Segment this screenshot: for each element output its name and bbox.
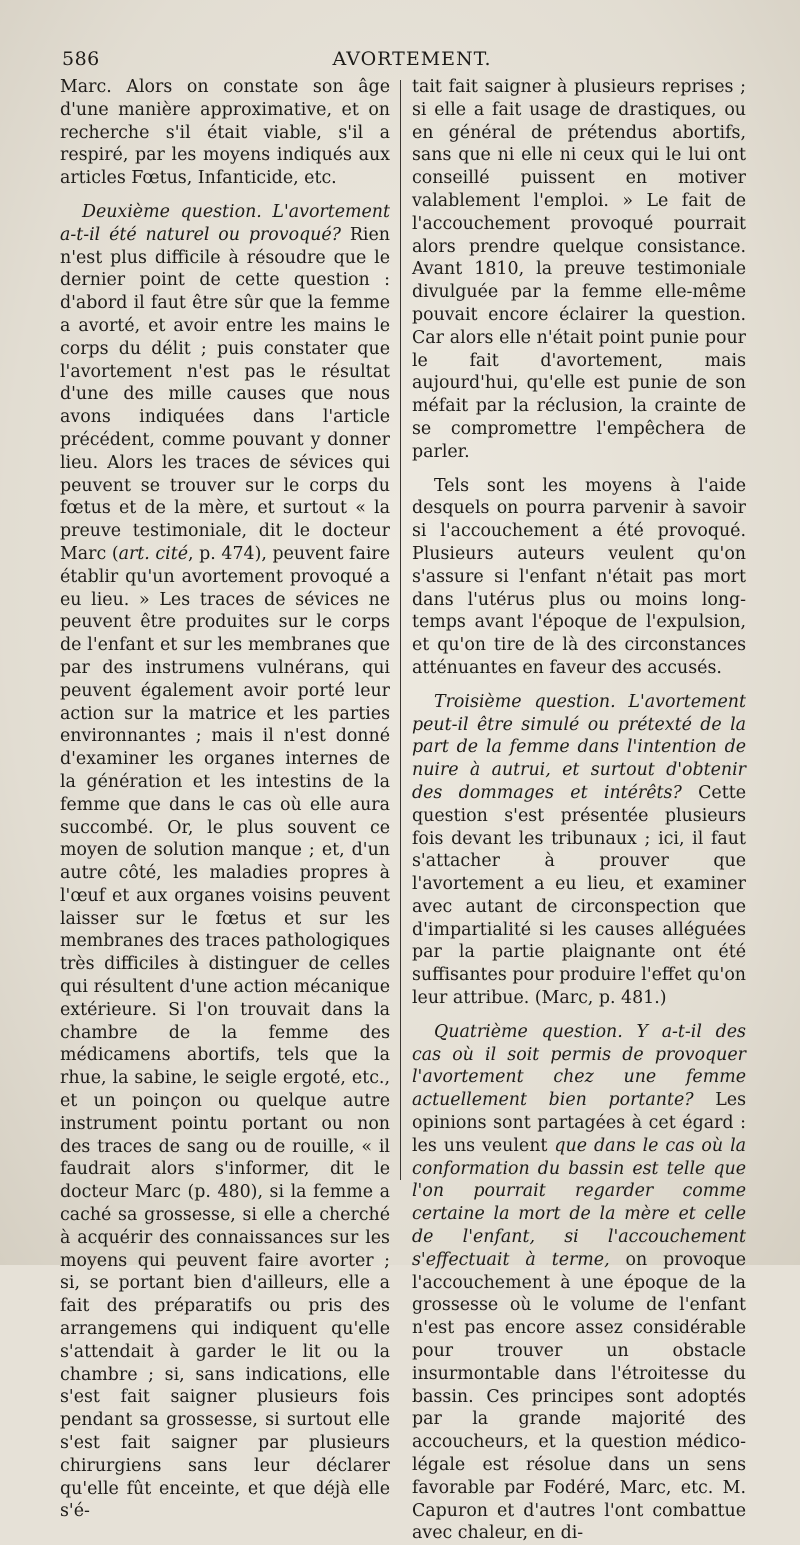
italic-passage: que dans le cas où la conformation du bassin est telle que l'on pourrait regarder comme certaine la mort de la mère et celle de l'enfant, si l'accouchement s'effectuait à terme,	[412, 1135, 746, 1270]
page-header	[62, 48, 762, 74]
paragraph: Marc. Alors on constate son âge d'une manière approximative, et on recherche s'il était viable, s'il a respiré, par les moyens indiqués aux articles Fœtus, Infanticide, etc.	[60, 77, 390, 189]
paragraph: Tels sont les moyens à l'aide desquels on pourra parvenir à savoir si l'accouchement a été provoqué. Plusieurs auteurs veulent qu'on s'assure si l'enfant n'était pas mort dans l'utérus plus ou moins long-temps avant l'époque de l'expulsion, et qu'on tire de là des circonstances atténuantes en faveur des accusés.	[412, 475, 746, 678]
paragraph-text: , p. 474), peuvent faire établir qu'un avortement provoqué a eu lieu. » Les traces de sévices ne peuvent être produites sur le corps de l'enfant et sur les membranes que par des instrumens vulnérans, qui peuvent également avoir porté leur action sur la matrice et les parties environnantes ; mais il n'est donné d'examiner les organes internes de la génération et les intestins de la femme que dans le cas où elle aura succombé. Or, le plus souvent ce moyen de solution manque ; et, d'un autre côté, les maladies propres à l'œuf et aux organes voisins peuvent laisser sur le fœtus et sur les membranes des traces pathologiques très difficiles à distinguer de celles qui résultent d'une action mécanique extérieure. Si l'on trouvait dans la chambre de la femme des médicamens abortifs, tels que la rhue, la sabine, le seigle ergoté, etc., et un poinçon ou quelque autre instrument pointu portant ou non des traces de sang ou de rouille, « il faudrait alors s'informer, dit le docteur Marc (p. 480), si la femme a caché sa grossesse, si elle a cherché à acquérir des connaissances sur les moyens qui peuvent faire avorter ; si, se portant bien d'ailleurs, elle a fait des préparatifs ou pris des arrangemens qui indiquent qu'elle s'attendait à garder le lit ou la chambre ; si, sans indications, elle s'est fait saigner plusieurs fois pendant sa grossesse, si surtout elle s'est fait saigner par plusieurs chirurgiens sans leur déclarer qu'elle fût enceinte, et que déjà elle s'é-	[60, 543, 391, 1522]
paragraph-text: on provoque l'accouchement à une époque de la grossesse où le volume de l'enfant n'est pas encore assez considérable pour trouver un obstacle insurmontable dans l'étroitesse du bassin. Ces principes sont adoptés par la grande majorité des accoucheurs, et la question médico-légale est résolue dans un sens favorable par Fodéré, Marc, etc. M. Capuron et d'autres l'ont combattue avec chaleur, en di-	[412, 1249, 746, 1544]
running-title: AVORTEMENT.	[332, 48, 492, 70]
page-number: 586	[62, 48, 100, 70]
right-column	[412, 76, 746, 1545]
question-heading: Deuxième question. L'avortement a-t-il été naturel ou provoqué?	[60, 201, 390, 245]
column-divider	[400, 80, 401, 1180]
citation: art. cité	[118, 543, 189, 564]
question-heading: Quatrième question. Y a-t-il des cas où il soit permis de provoquer l'avortement chez une femme actuellement bien portante?	[412, 1021, 746, 1111]
paragraph	[60, 201, 390, 1523]
question-heading: Troisième question. L'avortement peut-il être simulé ou prétexté de la part de la femme dans l'intention de nuire à autrui, et surtout d'obtenir des dommages et intérêts?	[412, 691, 746, 803]
paragraph-text: Les opinions sont partagées à cet égard : les uns veulent	[412, 1090, 747, 1156]
paragraph-text: Rien n'est plus difficile à résoudre que le dernier point de cette question : d'abord il faut être sûr que la femme a avorté, et avoir entre les mains le corps du délit ; puis constater que l'avortement n'est pas le résultat d'une des mille causes que nous avons indiquées dans l'article précédent, comme pouvant y donner lieu. Alors les traces de sévices qui peuvent se trouver sur le corps du fœtus et de la mère, et surtout « la preuve testimoniale, dit le docteur Marc (	[60, 224, 390, 564]
paragraph	[412, 691, 746, 1010]
left-column	[60, 76, 390, 1523]
paragraph-text: Cette question s'est présentée plusieurs fois devant les tribunaux ; ici, il faut s'attacher à prouver que l'avortement a eu lieu, et examiner avec autant de circonspection que d'impartialité si les causes alléguées par la partie plaignante ont été suffisantes pour produire l'effet qu'on leur attribue. (Marc, p. 481.)	[412, 782, 746, 1009]
paragraph	[412, 1021, 746, 1545]
paragraph: tait fait saigner à plusieurs reprises ; si elle a fait usage de drastiques, ou en général de prétendus abortifs, sans que ni elle ni ceux qui le lui ont conseillé puissent en motiver valablement l'emploi. » Le fait de l'accouchement provoqué pourrait alors prendre quelque consistance. Avant 1810, la preuve testimoniale divulguée par la femme elle-même pouvait encore éclairer la question. Car alors elle n'était point punie pour le fait d'avortement, mais aujourd'hui, qu'elle est punie de son méfait par la réclusion, la crainte de se compromettre l'empêchera de parler.	[412, 77, 746, 462]
